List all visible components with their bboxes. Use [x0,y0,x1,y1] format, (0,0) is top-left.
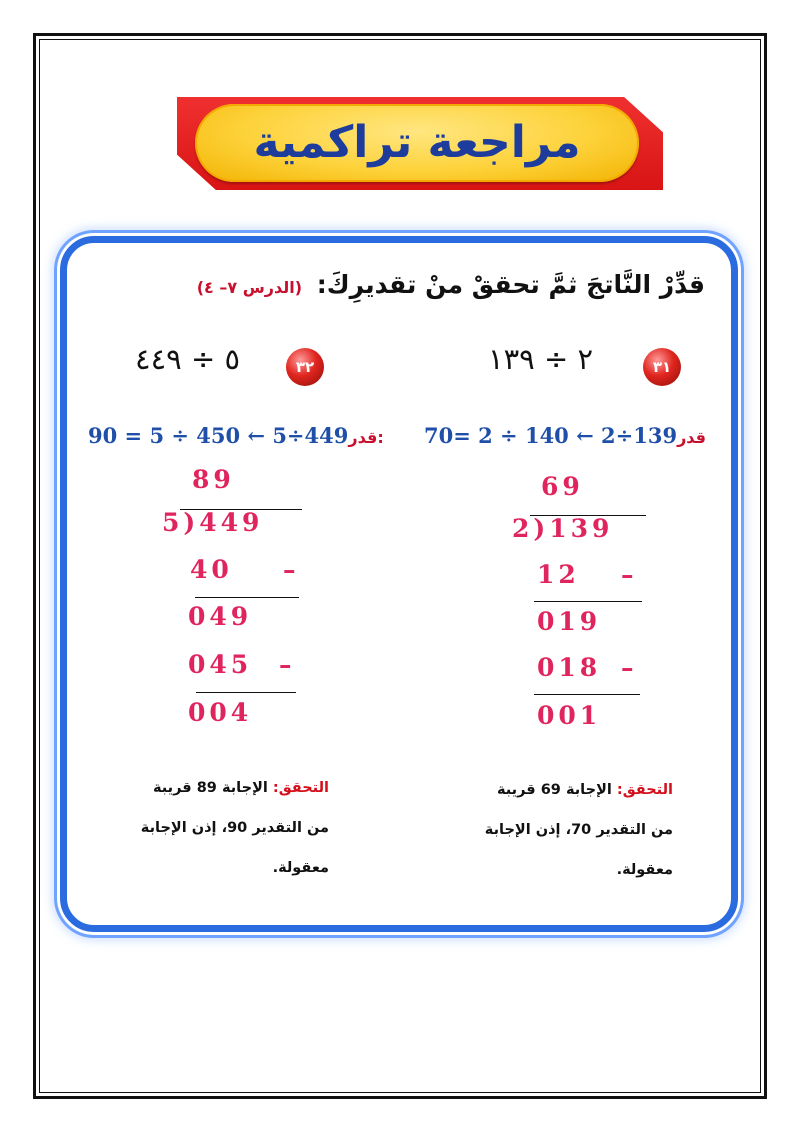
estimate-expression: 90 = 5 ÷ 450 ← 5÷449 [88,423,349,448]
subtract-step-1: 40 [190,555,233,584]
quotient: 69 [541,472,584,501]
dividend: 139 [549,514,614,543]
subtract-step-2: 018 [537,653,602,682]
instruction-text: قدِّرْ النَّاتجَ ثمَّ تحققْ منْ تقديرِكَ: [316,270,705,299]
division-bracket: ) [533,514,550,543]
check-line: من التقدير 70، إذن الإجابة [484,822,673,838]
remainder-1: 049 [188,602,253,631]
subtraction-line [195,597,299,598]
division-setup [162,508,263,537]
minus-sign: – [283,555,300,584]
dividend: 449 [199,508,264,537]
problem-expression: ٥ ÷ ٤٤٩ [135,342,241,376]
check-line: من التقدير 90، إذن الإجابة [140,820,329,836]
minus-sign: – [621,560,638,589]
divisor: 5 [162,508,184,537]
subtract-step-1: 12 [537,560,580,589]
problem-number-badge: ٣٢ [286,348,324,386]
division-bracket: ) [183,508,200,537]
check-line: معقولة. [616,862,673,878]
check-line: معقولة. [272,860,329,876]
subtraction-line [196,692,296,693]
lesson-reference: (الدرس ٧– ٤) [196,278,303,297]
check-label: التحقق: [616,782,673,798]
check-paragraph [114,768,329,888]
check-line: التحقق: الإجابة 69 قريبة [496,782,673,798]
estimate-line [88,423,384,448]
estimate-expression: 70= 2 ÷ 140 ← 2÷139 [424,423,678,448]
problem-expression: ٢ ÷ ١٣٩ [488,342,594,376]
estimate-label: قدر: [348,428,384,447]
estimate-label: قدر [677,428,706,447]
minus-sign: – [621,653,638,682]
minus-sign: – [279,650,296,679]
remainder-1: 019 [537,607,602,636]
subtraction-line [534,694,640,695]
instruction [197,270,705,299]
subtraction-line [534,601,642,602]
check-label: التحقق: [272,780,329,796]
divisor: 2 [512,514,534,543]
subtract-step-2: 045 [188,650,253,679]
problem-number-badge: ٣١ [643,348,681,386]
remainder-2: 004 [188,698,253,727]
division-setup [512,514,613,543]
estimate-line [424,423,706,448]
quotient: 89 [192,465,235,494]
check-paragraph [458,770,673,890]
remainder-2: 001 [537,701,602,730]
check-line: التحقق: الإجابة 89 قريبة [152,780,329,796]
page-title: مراجعة تراكمية [253,117,581,168]
